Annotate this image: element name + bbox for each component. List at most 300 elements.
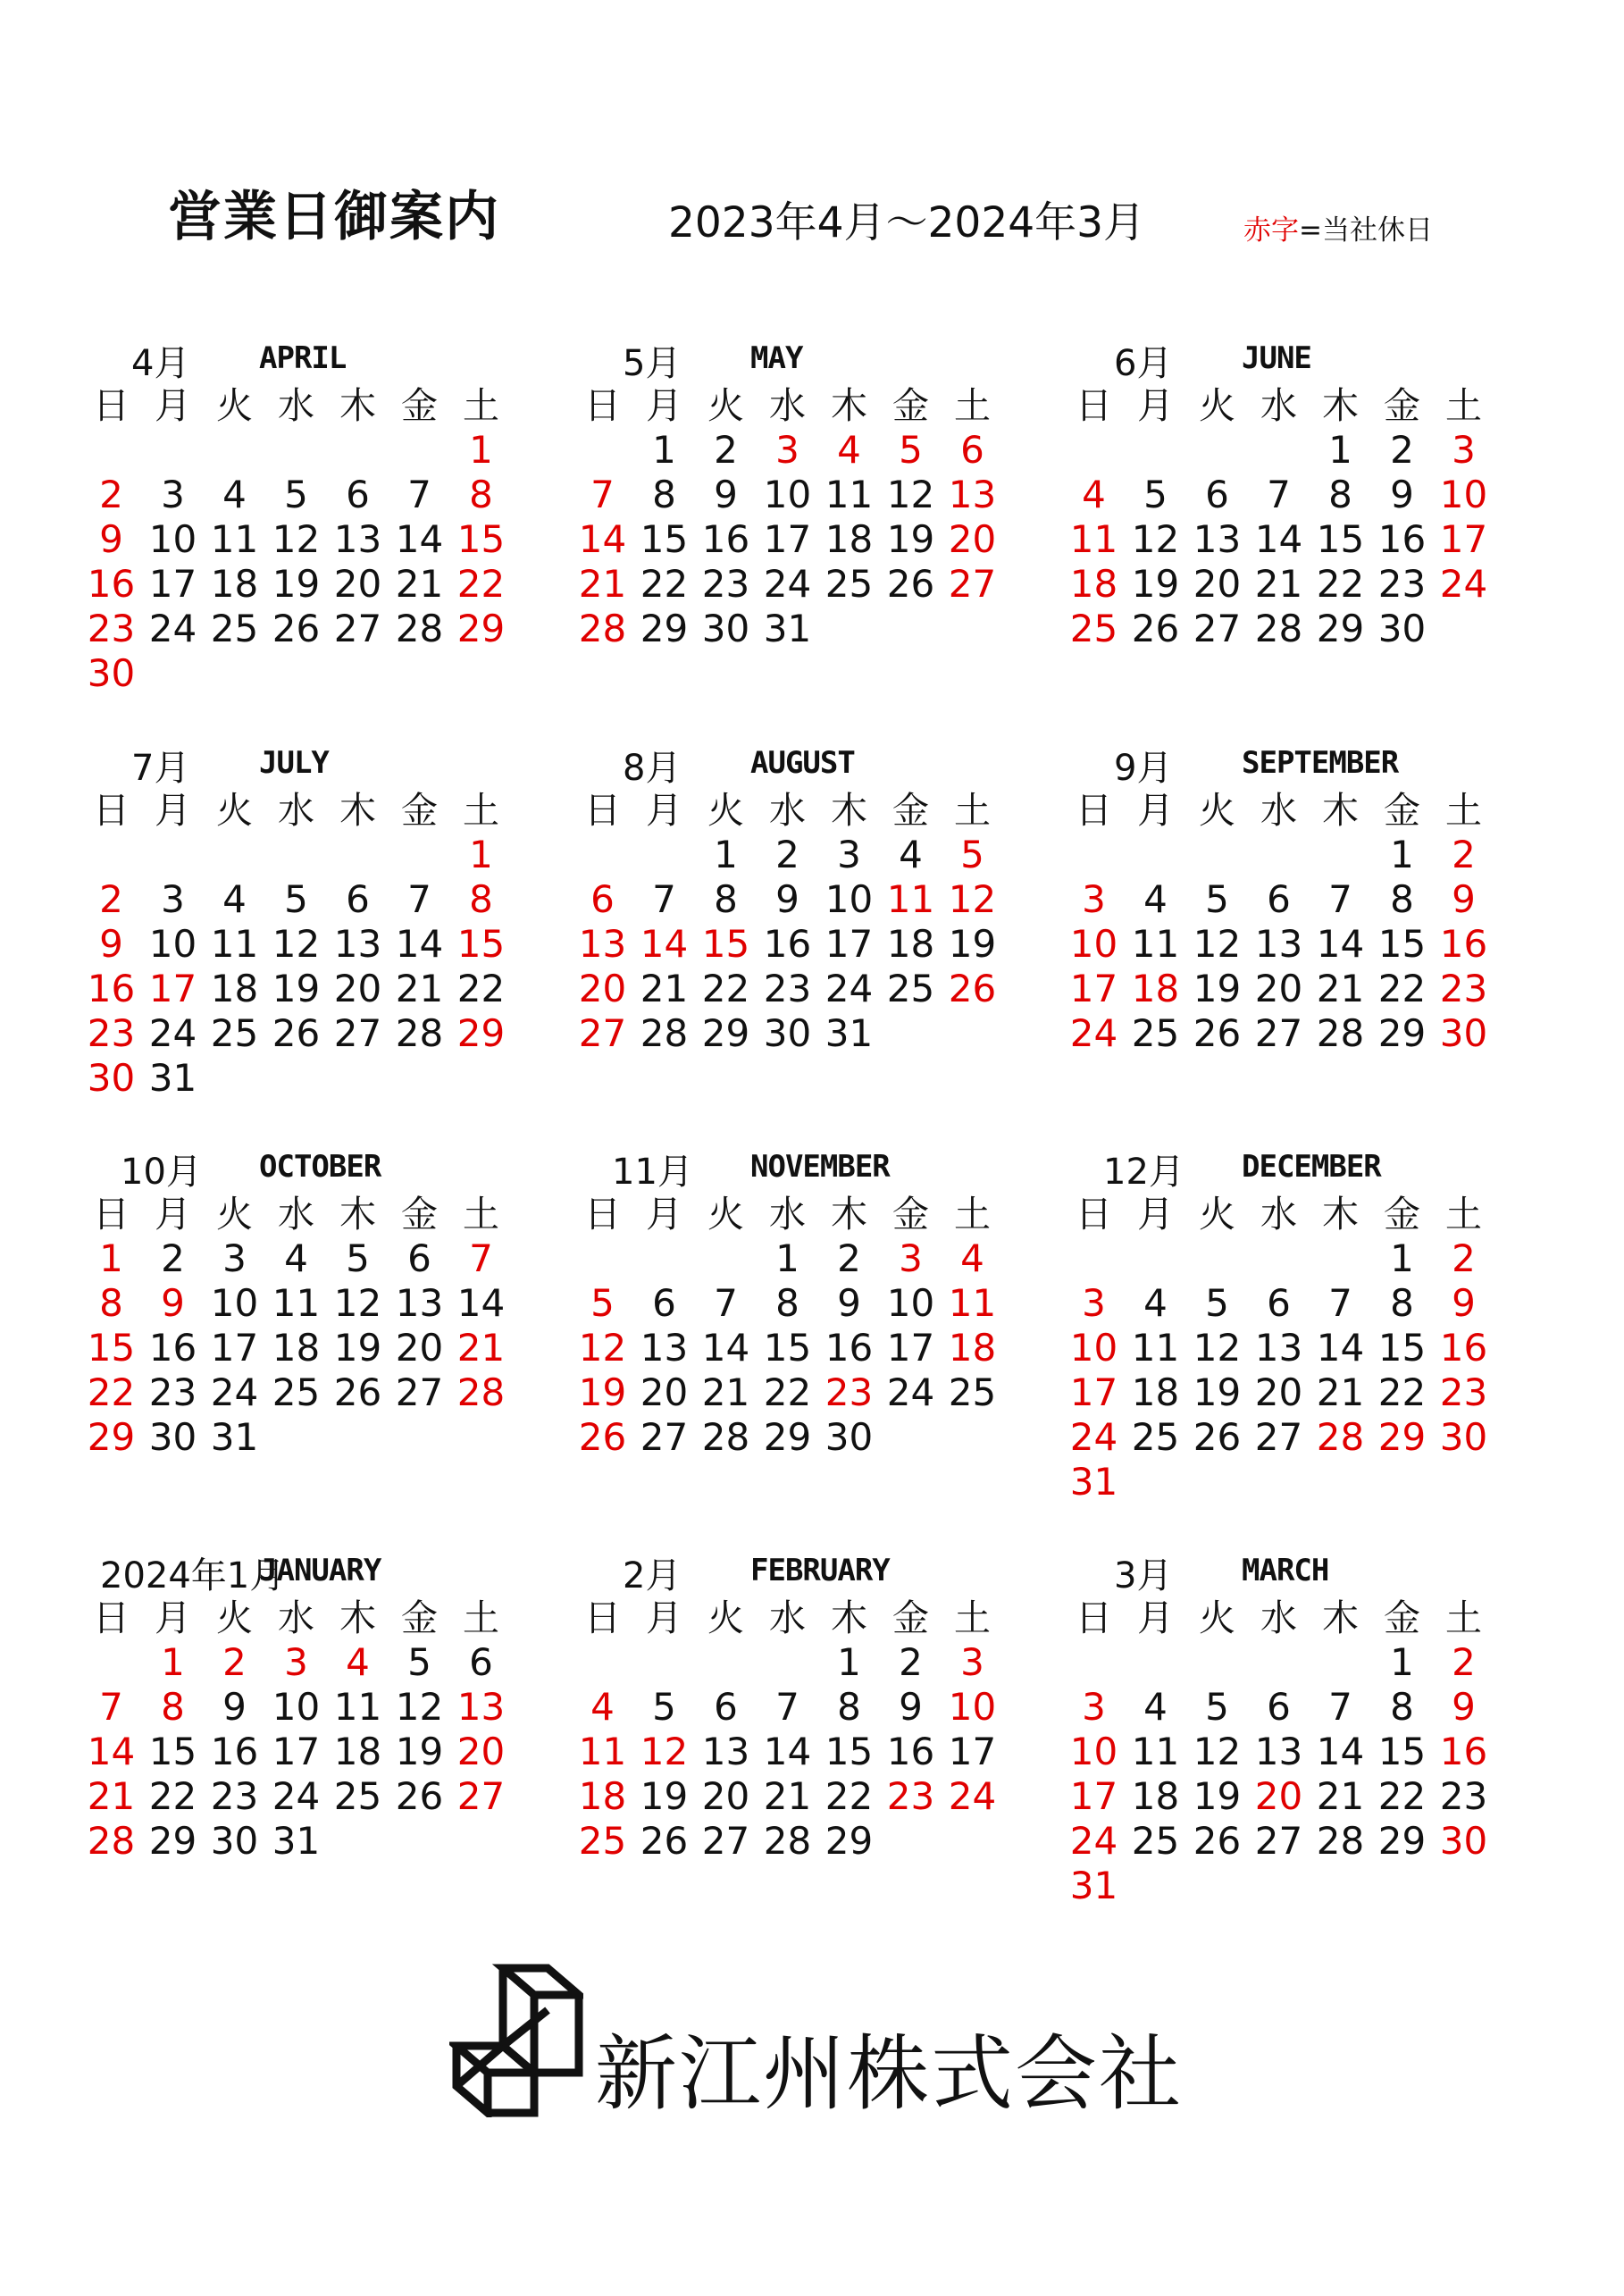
holiday-day: 1: [161, 1640, 185, 1684]
holiday-day: 17: [1069, 967, 1118, 1010]
holiday-day: 10: [1069, 922, 1118, 966]
business-day: 24: [763, 562, 812, 606]
business-day: 20: [333, 562, 382, 606]
business-day: 8: [1390, 1685, 1414, 1729]
empty-cell: [1063, 1236, 1125, 1281]
holiday-day: 23: [886, 1774, 935, 1818]
business-day: 26: [272, 607, 321, 650]
business-day: 30: [701, 607, 750, 650]
business-day: 20: [395, 1326, 444, 1370]
month-label-jp: 5月: [623, 343, 682, 384]
holiday-day: 20: [578, 967, 627, 1010]
holiday-day: 3: [1082, 1685, 1106, 1729]
month-label-jp: 2024年1月: [100, 1555, 286, 1596]
holiday-day: 29: [456, 607, 506, 650]
business-day: 17: [763, 517, 812, 561]
business-day: 14: [701, 1326, 750, 1370]
holiday-day: 17: [1069, 1370, 1118, 1414]
empty-cell: [389, 833, 450, 877]
company-logo-icon: [449, 1961, 583, 2117]
weekday-label: 木: [1322, 384, 1359, 427]
weekday-label: 水: [1260, 1596, 1297, 1639]
holiday-day: 16: [1439, 922, 1488, 966]
business-day: 27: [333, 607, 382, 650]
day-grid: [1063, 1596, 1519, 1908]
holiday-day: 4: [960, 1236, 984, 1280]
holiday-day: 9: [1452, 1685, 1476, 1729]
holiday-day: 16: [1439, 1326, 1488, 1370]
business-day: 23: [148, 1370, 197, 1414]
month-label-jp: 11月: [612, 1152, 693, 1193]
weekday-label: 日: [584, 789, 621, 832]
weekday-label: 木: [1322, 1193, 1359, 1236]
business-day: 8: [775, 1281, 799, 1325]
business-day: 11: [210, 922, 259, 966]
holiday-day: 2: [1452, 1640, 1476, 1684]
day-grid: [572, 788, 1027, 1056]
business-day: 12: [333, 1281, 382, 1325]
business-day: 27: [701, 1819, 750, 1863]
weekday-label: 土: [954, 1193, 991, 1236]
business-day: 23: [1439, 1774, 1488, 1818]
month-label-jp: 3月: [1114, 1555, 1173, 1596]
business-day: 29: [763, 1415, 812, 1459]
weekday-label: 水: [769, 384, 806, 427]
month-header: [572, 1144, 1027, 1193]
business-day: 18: [210, 562, 259, 606]
business-day: 31: [210, 1415, 259, 1459]
business-day: 28: [1316, 1819, 1365, 1863]
business-day: 16: [825, 1326, 874, 1370]
business-day: 1: [652, 428, 676, 472]
business-day: 12: [1131, 517, 1180, 561]
holiday-day: 26: [578, 1415, 627, 1459]
business-day: 28: [701, 1415, 750, 1459]
holiday-day: 11: [578, 1730, 627, 1773]
weekday-label: 土: [954, 789, 991, 832]
holiday-day: 30: [87, 1056, 136, 1100]
empty-cell: [572, 1236, 633, 1281]
day-grid: [80, 788, 536, 1101]
business-day: 10: [763, 473, 812, 516]
holiday-day: 10: [1069, 1730, 1118, 1773]
business-day: 18: [333, 1730, 382, 1773]
business-day: 5: [1205, 1281, 1229, 1325]
business-day: 15: [640, 517, 689, 561]
holiday-day: 21: [456, 1326, 506, 1370]
weekday-label: 水: [278, 384, 314, 427]
business-day: 25: [333, 1774, 382, 1818]
business-day: 26: [886, 562, 935, 606]
weekday-label: 月: [646, 384, 682, 427]
weekday-label: 木: [339, 1193, 376, 1236]
business-day: 21: [395, 562, 444, 606]
legend-description: =当社休日: [1299, 214, 1433, 247]
month-block: [80, 740, 536, 1101]
business-day: 22: [1377, 1370, 1427, 1414]
empty-cell: [633, 1640, 695, 1685]
business-day: 1: [1328, 428, 1352, 472]
business-day: 29: [640, 607, 689, 650]
empty-cell: [1063, 833, 1125, 877]
business-day: 4: [1143, 1281, 1168, 1325]
holiday-day: 18: [578, 1774, 627, 1818]
holiday-day: 11: [948, 1281, 997, 1325]
business-day: 22: [763, 1370, 812, 1414]
business-day: 6: [1267, 1281, 1291, 1325]
business-day: 18: [210, 967, 259, 1010]
holiday-day: 28: [578, 607, 627, 650]
weekday-label: 水: [769, 1596, 806, 1639]
holiday-day: 21: [87, 1774, 136, 1818]
business-day: 25: [948, 1370, 997, 1414]
weekday-label: 火: [707, 1596, 744, 1639]
business-day: 12: [272, 517, 321, 561]
weekday-label: 月: [1137, 1596, 1174, 1639]
day-grid: [80, 1192, 536, 1460]
business-day: 26: [1193, 1011, 1242, 1055]
business-day: 5: [1205, 1685, 1229, 1729]
weekday-label: 木: [831, 789, 867, 832]
weekday-label: 金: [1384, 384, 1420, 427]
business-day: 9: [1390, 473, 1414, 516]
business-day: 16: [701, 517, 750, 561]
holiday-day: 16: [1439, 1730, 1488, 1773]
business-day: 10: [148, 517, 197, 561]
holiday-day: 3: [1452, 428, 1476, 472]
business-day: 11: [1131, 1326, 1180, 1370]
holiday-day: 5: [960, 833, 984, 876]
holiday-day: 6: [960, 428, 984, 472]
empty-cell: [80, 1640, 142, 1685]
month-block: [572, 1547, 1027, 1864]
weekday-label: 火: [1199, 384, 1235, 427]
business-day: 22: [1377, 967, 1427, 1010]
business-day: 7: [407, 877, 431, 921]
month-block: [1063, 335, 1519, 651]
empty-cell: [265, 428, 327, 473]
weekday-label: 木: [1322, 1596, 1359, 1639]
business-day: 29: [701, 1011, 750, 1055]
holiday-day: 12: [640, 1730, 689, 1773]
month-label-en: NOVEMBER: [750, 1149, 890, 1185]
business-day: 4: [1143, 1685, 1168, 1729]
weekday-label: 火: [216, 384, 253, 427]
business-day: 30: [210, 1819, 259, 1863]
business-day: 7: [1328, 877, 1352, 921]
weekday-label: 日: [93, 1596, 130, 1639]
weekday-label: 水: [278, 1596, 314, 1639]
business-day: 5: [346, 1236, 370, 1280]
business-day: 5: [1143, 473, 1168, 516]
business-day: 14: [395, 517, 444, 561]
empty-cell: [204, 833, 265, 877]
business-day: 13: [1254, 922, 1303, 966]
month-label-en: APRIL: [259, 340, 347, 376]
weekday-label: 金: [401, 789, 438, 832]
weekday-label: 月: [646, 789, 682, 832]
weekday-label: 木: [831, 1193, 867, 1236]
weekday-label: 土: [463, 384, 499, 427]
business-day: 10: [272, 1685, 321, 1729]
holiday-day: 27: [456, 1774, 506, 1818]
business-day: 10: [825, 877, 874, 921]
business-day: 20: [333, 967, 382, 1010]
business-day: 27: [333, 1011, 382, 1055]
month-label-en: SEPTEMBER: [1242, 745, 1399, 781]
holiday-day: 28: [1316, 1415, 1365, 1459]
business-day: 16: [1377, 517, 1427, 561]
business-day: 4: [1143, 877, 1168, 921]
business-day: 26: [1193, 1415, 1242, 1459]
holiday-day: 24: [1069, 1819, 1118, 1863]
weekday-label: 火: [216, 1596, 253, 1639]
business-day: 24: [886, 1370, 935, 1414]
business-day: 6: [469, 1640, 493, 1684]
empty-cell: [1063, 1640, 1125, 1685]
month-label-jp: 4月: [131, 343, 190, 384]
empty-cell: [1248, 1640, 1310, 1685]
holiday-day: 11: [1069, 517, 1118, 561]
holiday-day: 30: [1439, 1011, 1488, 1055]
day-grid: [1063, 1192, 1519, 1504]
business-day: 17: [148, 562, 197, 606]
holiday-day: 14: [578, 517, 627, 561]
legend: [1243, 207, 1433, 247]
business-day: 24: [210, 1370, 259, 1414]
month-header: [572, 1547, 1027, 1594]
holiday-day: 9: [99, 517, 123, 561]
business-day: 8: [714, 877, 738, 921]
weekday-label: 日: [1076, 1596, 1112, 1639]
business-day: 10: [210, 1281, 259, 1325]
holiday-day: 23: [1439, 967, 1488, 1010]
holiday-day: 1: [469, 428, 493, 472]
business-day: 13: [640, 1326, 689, 1370]
business-day: 18: [272, 1326, 321, 1370]
business-day: 13: [333, 517, 382, 561]
month-header: [572, 335, 1027, 384]
weekday-label: 月: [155, 1596, 191, 1639]
business-day: 17: [272, 1730, 321, 1773]
business-day: 2: [1390, 428, 1414, 472]
business-day: 4: [284, 1236, 308, 1280]
business-day: 30: [1377, 607, 1427, 650]
business-day: 7: [407, 473, 431, 516]
holiday-day: 3: [775, 428, 799, 472]
business-day: 19: [1193, 1370, 1242, 1414]
business-day: 30: [763, 1011, 812, 1055]
business-day: 16: [210, 1730, 259, 1773]
empty-cell: [204, 428, 265, 473]
day-grid: [572, 383, 1027, 651]
business-day: 26: [333, 1370, 382, 1414]
weekday-label: 金: [1384, 1596, 1420, 1639]
weekday-label: 日: [93, 1193, 130, 1236]
weekday-label: 水: [278, 1193, 314, 1236]
business-day: 21: [640, 967, 689, 1010]
weekday-label: 火: [707, 1193, 744, 1236]
day-grid: [80, 1596, 536, 1864]
business-day: 28: [395, 1011, 444, 1055]
business-day: 8: [1328, 473, 1352, 516]
business-day: 14: [1254, 517, 1303, 561]
holiday-day: 18: [948, 1326, 997, 1370]
business-day: 8: [1390, 1281, 1414, 1325]
empty-cell: [572, 1640, 633, 1685]
empty-cell: [572, 428, 633, 473]
business-day: 26: [1131, 607, 1180, 650]
business-day: 21: [1316, 967, 1365, 1010]
business-day: 18: [825, 517, 874, 561]
business-day: 5: [284, 877, 308, 921]
holiday-day: 2: [222, 1640, 247, 1684]
business-day: 21: [1254, 562, 1303, 606]
business-day: 28: [763, 1819, 812, 1863]
weekday-label: 日: [93, 789, 130, 832]
weekday-label: 月: [1137, 384, 1174, 427]
holiday-day: 3: [1082, 877, 1106, 921]
weekday-label: 金: [892, 1193, 929, 1236]
business-day: 27: [1254, 1415, 1303, 1459]
empty-cell: [1125, 1236, 1186, 1281]
holiday-day: 30: [1439, 1819, 1488, 1863]
holiday-day: 18: [1131, 967, 1180, 1010]
holiday-day: 13: [578, 922, 627, 966]
business-day: 17: [210, 1326, 259, 1370]
business-day: 10: [886, 1281, 935, 1325]
business-day: 12: [272, 922, 321, 966]
weekday-label: 木: [831, 384, 867, 427]
weekday-label: 土: [954, 384, 991, 427]
business-day: 7: [775, 1685, 799, 1729]
month-header: [1063, 740, 1519, 789]
weekday-label: 火: [1199, 1193, 1235, 1236]
weekday-label: 土: [1445, 384, 1482, 427]
business-day: 20: [640, 1370, 689, 1414]
business-day: 7: [1328, 1281, 1352, 1325]
weekday-label: 土: [1445, 789, 1482, 832]
holiday-day: 7: [99, 1685, 123, 1729]
month-header: [572, 740, 1027, 789]
business-day: 4: [222, 877, 247, 921]
month-label-jp: 8月: [623, 748, 682, 789]
business-day: 9: [837, 1281, 861, 1325]
business-day: 3: [222, 1236, 247, 1280]
empty-cell: [1310, 1236, 1371, 1281]
holiday-day: 21: [578, 562, 627, 606]
weekday-label: 火: [1199, 1596, 1235, 1639]
weekday-label: 金: [892, 1596, 929, 1639]
business-day: 8: [1390, 877, 1414, 921]
business-day: 19: [333, 1326, 382, 1370]
holiday-day: 1: [99, 1236, 123, 1280]
business-day: 14: [1316, 922, 1365, 966]
weekday-label: 水: [1260, 384, 1297, 427]
business-day: 2: [775, 833, 799, 876]
business-day: 2: [837, 1236, 861, 1280]
holiday-day: 4: [590, 1685, 615, 1729]
business-day: 12: [1193, 1730, 1242, 1773]
business-day: 8: [652, 473, 676, 516]
business-day: 6: [1267, 1685, 1291, 1729]
holiday-day: 31: [1069, 1864, 1118, 1907]
holiday-day: 28: [456, 1370, 506, 1414]
business-day: 18: [886, 922, 935, 966]
weekday-label: 木: [1322, 789, 1359, 832]
page-title: 営業日御案内: [168, 186, 500, 248]
holiday-day: 10: [948, 1685, 997, 1729]
empty-cell: [1125, 1640, 1186, 1685]
holiday-day: 6: [590, 877, 615, 921]
holiday-day: 15: [456, 922, 506, 966]
business-day: 24: [272, 1774, 321, 1818]
business-day: 3: [837, 833, 861, 876]
business-day: 18: [1131, 1774, 1180, 1818]
weekday-label: 木: [339, 384, 376, 427]
holiday-day: 25: [578, 1819, 627, 1863]
day-grid: [1063, 788, 1519, 1056]
business-day: 7: [652, 877, 676, 921]
business-day: 4: [899, 833, 923, 876]
holiday-day: 9: [1452, 1281, 1476, 1325]
business-day: 19: [1193, 967, 1242, 1010]
holiday-day: 4: [837, 428, 861, 472]
business-day: 6: [714, 1685, 738, 1729]
empty-cell: [1310, 1640, 1371, 1685]
business-day: 22: [456, 967, 506, 1010]
business-day: 23: [763, 967, 812, 1010]
holiday-day: 20: [948, 517, 997, 561]
business-day: 19: [886, 517, 935, 561]
month-block: [1063, 1547, 1519, 1908]
holiday-day: 13: [948, 473, 997, 516]
business-day: 1: [714, 833, 738, 876]
day-grid: [80, 383, 536, 696]
month-label-jp: 9月: [1114, 748, 1173, 789]
holiday-day: 4: [346, 1640, 370, 1684]
holiday-day: 3: [284, 1640, 308, 1684]
business-day: 1: [1390, 833, 1414, 876]
business-day: 11: [272, 1281, 321, 1325]
business-day: 11: [1131, 922, 1180, 966]
business-day: 2: [161, 1236, 185, 1280]
business-day: 31: [763, 607, 812, 650]
holiday-day: 30: [87, 651, 136, 695]
empty-cell: [80, 428, 142, 473]
month-label-jp: 12月: [1103, 1152, 1185, 1193]
business-day: 27: [1254, 1011, 1303, 1055]
holiday-day: 26: [948, 967, 997, 1010]
empty-cell: [633, 1236, 695, 1281]
month-label-jp: 2月: [623, 1555, 682, 1596]
business-day: 19: [1193, 1774, 1242, 1818]
day-grid: [1063, 383, 1519, 651]
month-label-en: FEBRUARY: [750, 1553, 890, 1588]
month-header: [80, 335, 536, 384]
business-day: 20: [1254, 1370, 1303, 1414]
business-day: 6: [346, 877, 370, 921]
weekday-label: 日: [584, 1596, 621, 1639]
business-day: 13: [333, 922, 382, 966]
holiday-day: 2: [99, 877, 123, 921]
month-block: [80, 1547, 536, 1864]
weekday-label: 土: [954, 1596, 991, 1639]
holiday-day: 22: [87, 1370, 136, 1414]
business-day: 8: [837, 1685, 861, 1729]
business-day: 5: [284, 473, 308, 516]
weekday-label: 月: [1137, 789, 1174, 832]
